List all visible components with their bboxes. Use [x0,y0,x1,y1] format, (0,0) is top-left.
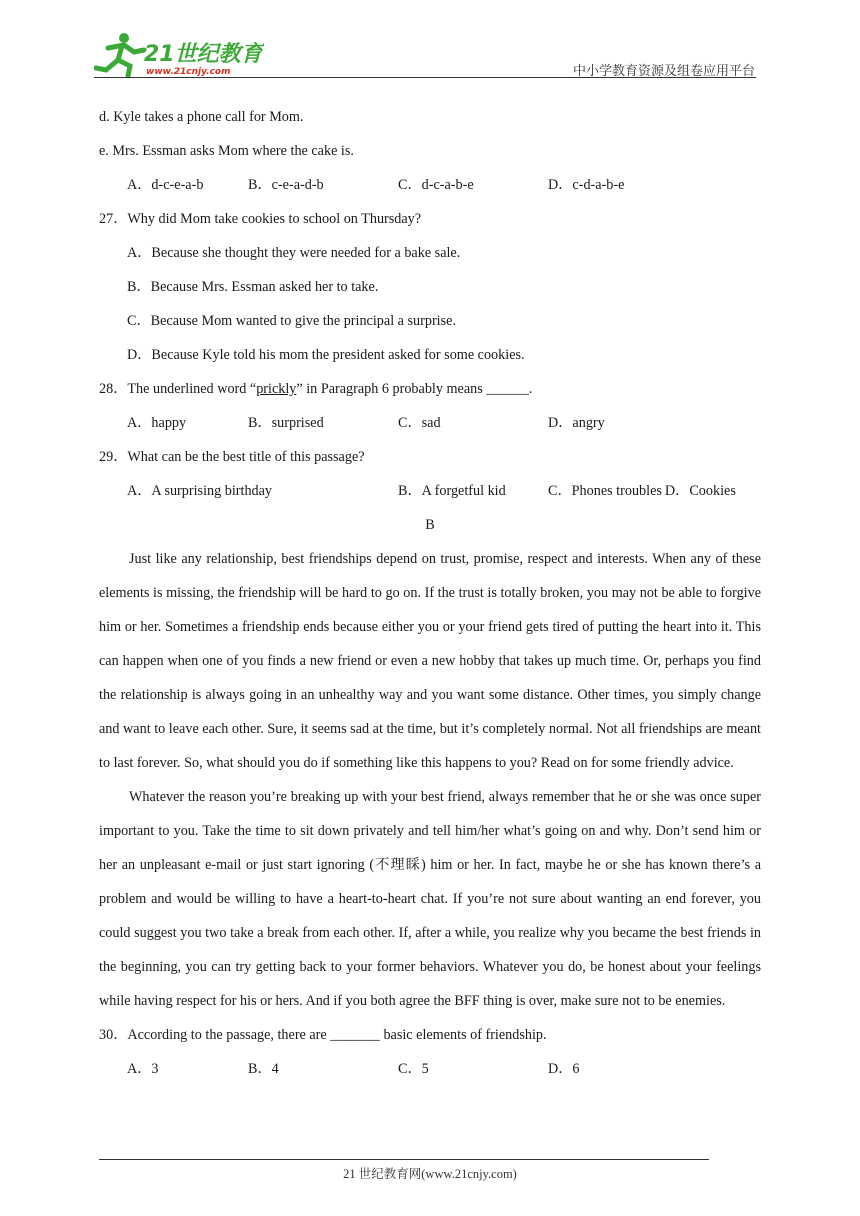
q28-option-c: C．sad [398,415,441,431]
q29-options [99,474,761,508]
passage-paragraph-1: Just like any relationship, best friendships depend on trust, promise, respect and interests. When any of these elements is missing, the friendship will be hard to go on. If the trust is totally broken, you may not be able to forgive him or her. Sometimes a friendship ends because either you or your friend gets tired of putting the heart into it. This can happen when one of you finds a new friend or even a new hobby that takes up much time. Or, perhaps you find the relationship is always going in an unhealthy way and you want some distance. Other times, you simply change and want to leave each other. Sure, it seems sad at the time, but it’s completely normal. Not all friendships are meant to last forever. So, what should you do if something like this happens to you? Read on for some friendly advice. [99,551,761,771]
page-footer: 21 世纪教育网(www.21cnjy.com) [343,1167,517,1181]
runner-icon [96,33,144,76]
q30-option-c: C．5 [398,1061,429,1077]
q27-option-c: C．Because Mom wanted to give the principal a surprise. [127,313,456,329]
q30-options [99,1052,761,1086]
section-heading: B [425,517,435,533]
q26-option-b: B．c-e-a-d-b [248,177,324,193]
q29-option-b: B．A forgetful kid [398,483,506,499]
sequence-item-e: e. Mrs. Essman asks Mom where the cake is. [99,143,354,159]
q27-option-b: B．Because Mrs. Essman asked her to take. [127,279,379,295]
footer-divider [99,1159,709,1160]
q28-option-d: D．angry [548,415,605,431]
q29-option-a: A．A surprising birthday [127,483,273,499]
logo-text: 21世纪教育 [144,42,263,67]
q28-option-b: B．surprised [248,415,324,431]
q27-option-a: A．Because she thought they were needed for a bake sale. [127,245,461,261]
q26-option-c: C．d-c-a-b-e [398,177,474,193]
passage-paragraph-2: Whatever the reason you’re breaking up with your best friend, always remember that he or she was once super important to you. Take the time to sit down privately and tell him/her what’s going on and why. Don’t send him or her an unpleasant e-mail or just start ignoring (不理睬) him or her. In fact, maybe he or she has known there’s a problem and would be willing to have a heart-to-heart chat. If you’re not sure about wanting an end forever, you could suggest you two take a break from each other. If, after a while, you realize why you became the best friends in the beginning, you can try getting back to your former behaviors. Whatever you do, be honest about your feelings while having respect for his or hers. And if you both agree the BFF thing is over, make sure not to be enemies. [99,789,761,1009]
underlined-word: prickly [256,381,297,397]
page-content [99,100,761,1086]
q29-option-d: D．Cookies [664,483,736,499]
q27-option-d: D．Because Kyle told his mom the president asked for some cookies. [127,347,525,363]
q30-option-b: B．4 [248,1061,279,1077]
site-logo [94,30,264,78]
q26-option-d: D．c-d-a-b-e [548,177,625,193]
q30-option-a: A．3 [127,1061,159,1077]
q28-option-a: A．happy [127,415,187,431]
sequence-item-d: d. Kyle takes a phone call for Mom. [99,109,304,125]
q28-options [99,406,761,440]
q26-options [99,168,761,202]
q27-stem: 27．Why did Mom take cookies to school on Thursday? [99,211,422,227]
q29-stem: 29．What can be the best title of this passage? [99,449,365,465]
q29-option-c: C．Phones troubles [548,483,662,499]
logo-url: www.21cnjy.com [146,67,231,77]
q30-option-d: D．6 [548,1061,580,1077]
page-header [0,0,860,90]
header-divider [94,77,756,78]
q28-stem: 28．The underlined word “prickly” in Paragraph 6 probably means ______. [99,381,533,397]
q26-option-a: A．d-c-e-a-b [127,177,204,193]
header-platform-text: 中小学教育资源及组卷应用平台 [572,64,755,79]
q30-stem: 30．According to the passage, there are _______ basic elements of friendship. [99,1027,547,1043]
